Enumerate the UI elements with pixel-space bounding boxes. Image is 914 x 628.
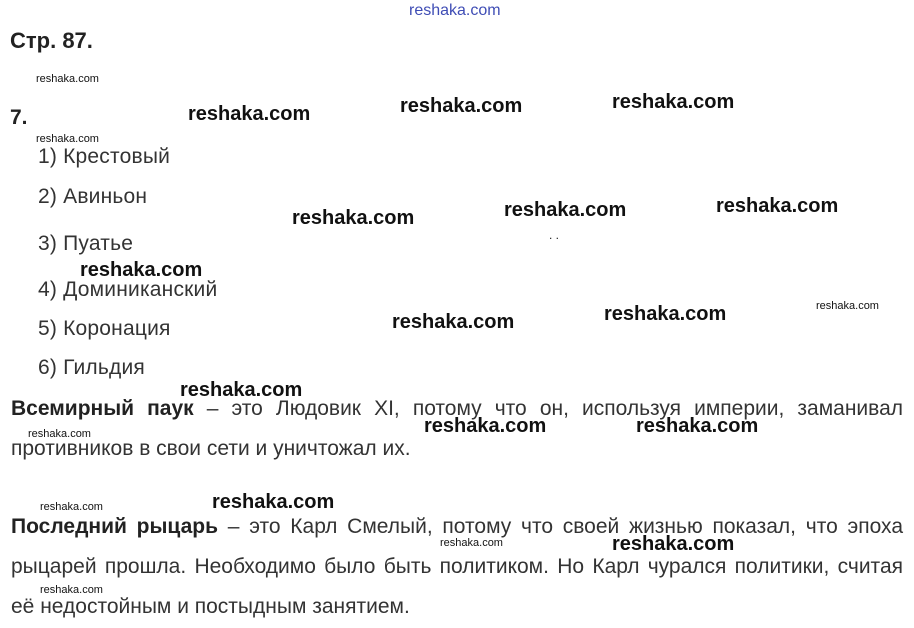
watermark: reshaka.com bbox=[716, 195, 839, 217]
page-title: Стр. 87. bbox=[10, 28, 93, 53]
answer-item-4: 4) Доминиканский bbox=[38, 278, 218, 301]
watermark: reshaka.com bbox=[212, 491, 335, 513]
watermark: reshaka.com bbox=[36, 133, 99, 145]
watermark: reshaka.com bbox=[392, 311, 515, 333]
paragraph-spider-text: – это Людовик XI, потому что он, используя империи, заманивал противников в свои сети и уничтожал их. bbox=[11, 397, 904, 460]
answer-item-1: 1) Крестовый bbox=[38, 145, 171, 168]
watermark: reshaka.com bbox=[504, 199, 627, 221]
watermark: reshaka.com bbox=[188, 103, 311, 125]
exercise-number: 7. bbox=[10, 106, 28, 129]
site-header-link[interactable]: reshaka.com bbox=[409, 2, 501, 19]
watermark: reshaka.com bbox=[612, 533, 735, 555]
watermark: reshaka.com bbox=[28, 428, 91, 440]
answer-item-3: 3) Пуатье bbox=[38, 232, 134, 255]
watermark: reshaka.com bbox=[180, 379, 303, 401]
term-spider: Всемирный паук bbox=[11, 397, 194, 420]
watermark: reshaka.com bbox=[36, 73, 99, 85]
watermark: reshaka.com bbox=[612, 91, 735, 113]
paragraph-knight bbox=[11, 507, 903, 627]
answer-item-5: 5) Коронация bbox=[38, 317, 171, 340]
watermark: reshaka.com bbox=[400, 95, 523, 117]
watermark: reshaka.com bbox=[40, 501, 103, 513]
watermark: reshaka.com bbox=[604, 303, 727, 325]
stray-mark: . . bbox=[549, 228, 560, 242]
watermark: reshaka.com bbox=[292, 207, 415, 229]
answer-item-6: 6) Гильдия bbox=[38, 356, 145, 379]
watermark: reshaka.com bbox=[80, 259, 203, 281]
watermark: reshaka.com bbox=[424, 415, 547, 437]
paragraph-knight-text: – это Карл Смелый, потому что своей жизнью показал, что эпоха рыцарей прошла. Необходимо было быть политиком. Но Карл чурался политики, считая её недостойным и постыдным занятием. bbox=[11, 515, 903, 618]
watermark: reshaka.com bbox=[816, 300, 879, 312]
watermark: reshaka.com bbox=[40, 584, 103, 596]
watermark: reshaka.com bbox=[636, 415, 759, 437]
watermark: reshaka.com bbox=[440, 537, 503, 549]
answer-item-2: 2) Авиньон bbox=[38, 185, 148, 208]
term-knight: Последний рыцарь bbox=[11, 515, 219, 538]
